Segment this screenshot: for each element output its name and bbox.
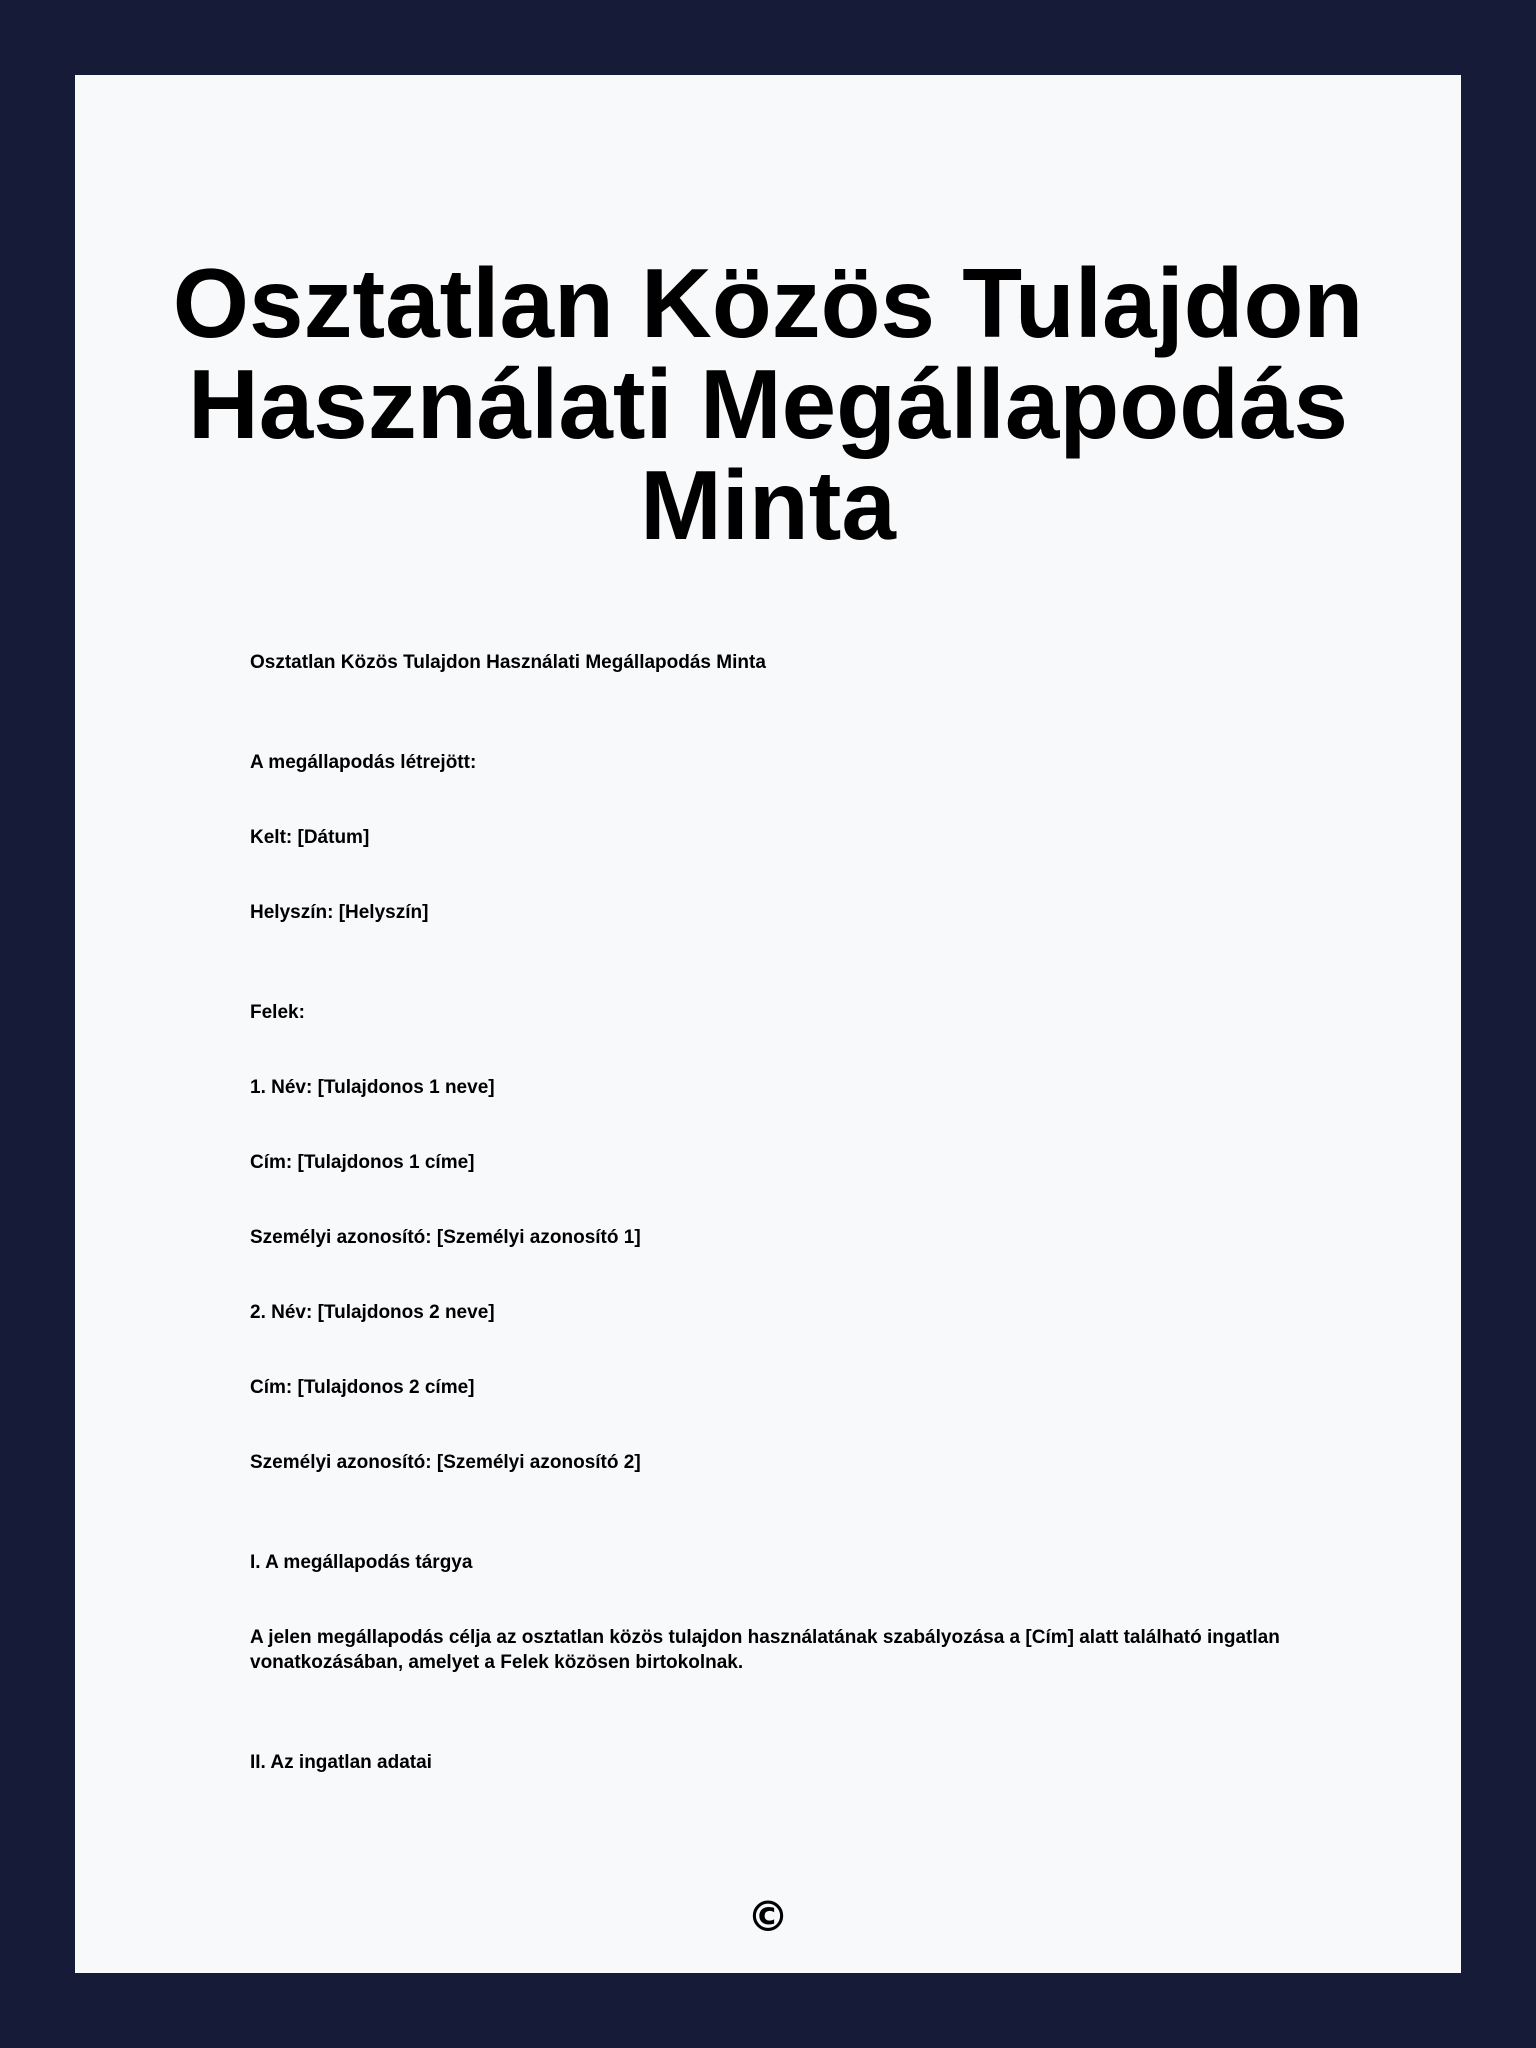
owner-1-name: 1. Név: [Tulajdonos 1 neve]: [250, 1077, 495, 1098]
title-line-1: Osztatlan Közös Tulajdon: [172, 248, 1364, 358]
agreement-intro: A megállapodás létrejött:: [250, 752, 477, 773]
date-line: Kelt: [Dátum]: [250, 827, 370, 848]
title-line-3: Minta: [640, 450, 896, 560]
document-subtitle: Osztatlan Közös Tulajdon Használati Megállapodás Minta: [250, 652, 766, 673]
parties-heading: Felek:: [250, 1002, 305, 1023]
document-title: [75, 248, 1461, 560]
title-line-2: Használati Megállapodás: [187, 349, 1349, 459]
document-page: [75, 75, 1461, 1973]
owner-2-name: 2. Név: [Tulajdonos 2 neve]: [250, 1302, 495, 1323]
owner-2-address: Cím: [Tulajdonos 2 címe]: [250, 1377, 475, 1398]
copyright-icon: ©: [747, 1892, 789, 1941]
owner-1-address: Cím: [Tulajdonos 1 címe]: [250, 1152, 475, 1173]
owner-2-id: Személyi azonosító: [Személyi azonosító 2]: [250, 1452, 641, 1473]
section-2-heading: II. Az ingatlan adatai: [250, 1752, 432, 1773]
location-line: Helyszín: [Helyszín]: [250, 902, 429, 923]
section-1-text: A jelen megállapodás célja az osztatlan közös tulajdon használatának szabályozása a [Cím] alatt található ingatlan vonatkozásában, amelyet a Felek közösen birtokolnak.: [250, 1627, 1280, 1673]
section-1-heading: I. A megállapodás tárgya: [250, 1552, 473, 1573]
owner-1-id: Személyi azonosító: [Személyi azonosító 1]: [250, 1227, 641, 1248]
